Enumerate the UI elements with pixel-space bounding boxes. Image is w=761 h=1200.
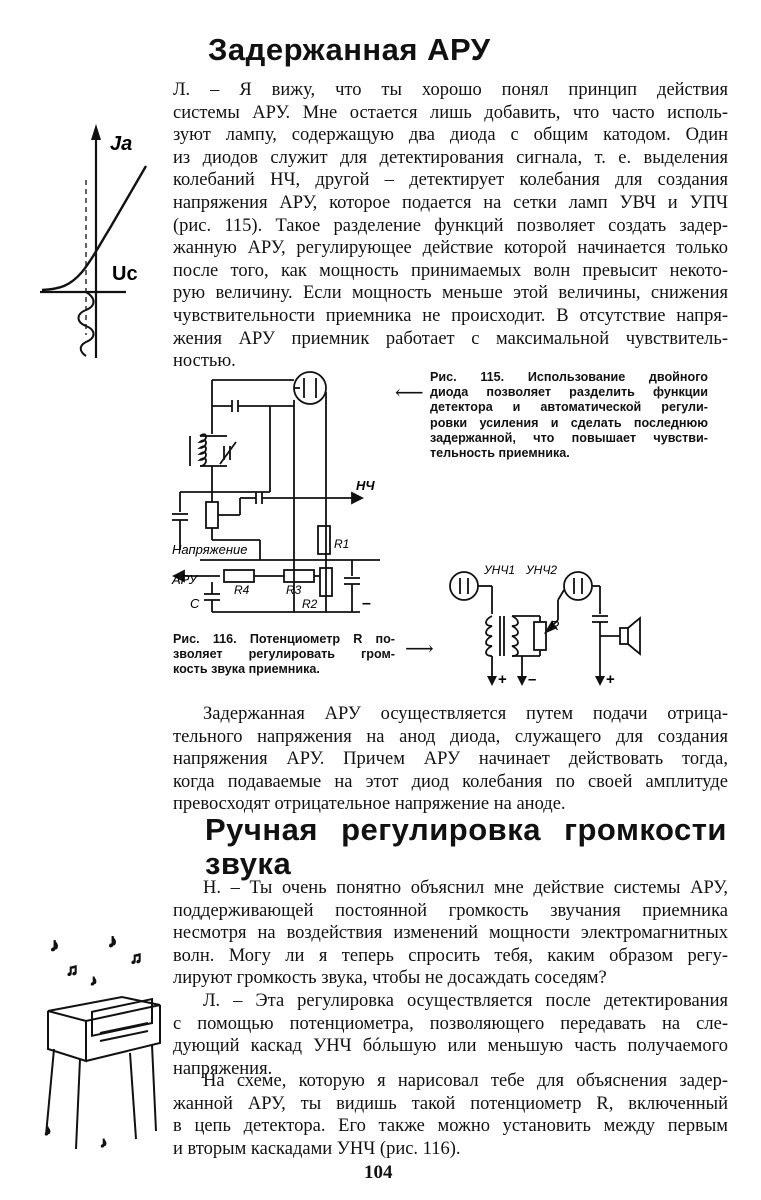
- caption-line: детектора и автоматической регули-: [430, 400, 708, 415]
- caption-line: Рис. 116. Потенциометр R по-: [173, 632, 395, 646]
- section-title-delayed-agc: Задержанная АРУ: [208, 32, 491, 67]
- text-line: ностью.: [173, 351, 236, 372]
- label-unch1: УНЧ1: [484, 563, 516, 577]
- text-line: после того, как мощность принимаемых волн превысит некото-: [173, 260, 728, 281]
- label-r: R: [550, 618, 560, 633]
- title-line: звука: [205, 846, 292, 881]
- caption-line: тельность приемника.: [430, 446, 570, 461]
- figure-115-caption: [430, 370, 708, 461]
- label-plus-2: +: [606, 671, 615, 688]
- right-arrow-icon: ⟶: [405, 638, 434, 660]
- paragraph-delayed-agc-method: [173, 703, 728, 816]
- text-line: из диодов служит для детектирования сигнала, т. е. выделения: [173, 147, 728, 168]
- music-note-icon: ♫: [130, 950, 142, 967]
- title-line: Ручная регулировка громкости: [205, 812, 727, 847]
- label-r4: R4: [234, 583, 250, 597]
- text-line: с помощью потенциометра, позволяющего передавать на сле-: [173, 1013, 728, 1034]
- text-line: Л. – Эта регулировка осуществляется после детектирования: [203, 991, 728, 1011]
- caption-line: задержанной, что повышает чувстви-: [430, 430, 708, 445]
- label-plus-1: +: [498, 671, 507, 688]
- label-c: C: [190, 596, 200, 611]
- music-note-icon: ♪: [90, 972, 97, 988]
- caption-line: диода позволяет разделить функции: [430, 385, 708, 400]
- text-line: волн. Могу ли я теперь спросить тебя, каким образом регу-: [173, 945, 728, 966]
- label-nch: НЧ: [356, 478, 375, 493]
- text-line: (рис. 115). Такое разделение функций позволяет создать задер-: [173, 215, 728, 236]
- paragraph-potentiometer: [173, 1070, 728, 1160]
- figure-116-circuit: [440, 560, 650, 695]
- text-line: Л. – Я вижу, что ты хорошо понял принцип действия: [173, 80, 728, 100]
- text-line: и вторым каскадами УНЧ (рис. 116).: [173, 1138, 461, 1159]
- label-voltage: Напряжение: [172, 542, 248, 557]
- text-line: Н. – Ты очень понятно объяснил мне действие системы АРУ,: [203, 878, 728, 898]
- paragraph-question: [173, 877, 728, 990]
- label-minus-1: –: [528, 671, 537, 688]
- text-line: напряжения АРУ. Причем АРУ начинает действовать тогда,: [173, 749, 728, 770]
- label-unch2: УНЧ2: [526, 563, 558, 577]
- music-note-icon: ♪: [44, 1122, 51, 1138]
- uc-axis-label: Uc: [112, 263, 138, 285]
- text-line: зуют лампу, содержащую два диода с общим катодом. Один: [173, 125, 728, 146]
- text-line: тельного напряжения на анод диода, служащего для создания: [173, 726, 728, 747]
- text-line: чувствительности приемника не происходит. В отсутствие напря-: [173, 305, 728, 326]
- text-line: системы АРУ. Мне остается лишь добавить, что часто исполь-: [173, 102, 728, 123]
- text-line: напряжения.: [173, 1058, 273, 1079]
- text-line: дующий каскад УНЧ бóльшую или меньшую часть получаемого: [173, 1036, 728, 1057]
- text-line: жанную АРУ, регулирующее действие которой начинается только: [173, 238, 728, 259]
- ia-axis-label: Ja: [110, 133, 133, 155]
- text-line: жанной АРУ, ты видишь такой потенциометр R, включенный: [173, 1093, 728, 1114]
- radio-illustration: [30, 925, 170, 1155]
- music-note-icon: ♫: [66, 962, 78, 979]
- paragraph-delayed-agc-intro: [173, 79, 728, 373]
- text-line: в цепь детектора. Его также можно установить между первым: [173, 1116, 728, 1137]
- label-r2: R2: [302, 597, 318, 611]
- paragraph-answer: [173, 990, 728, 1080]
- left-arrow-icon: ⟵: [395, 382, 424, 404]
- figure-115-circuit: [160, 362, 390, 617]
- text-line: Задержанная АРУ осуществляется путем подачи отрица-: [203, 704, 728, 724]
- figure-116-caption: [173, 632, 395, 678]
- caption-line: кость звука приемника.: [173, 662, 320, 677]
- text-line: несмотря на воздействия изменений мощности электромагнитных: [173, 923, 728, 944]
- music-note-icon: ♪: [108, 931, 117, 951]
- text-line: жения АРУ приемник работает с максимальной чувствитель-: [173, 328, 728, 349]
- text-line: превосходят отрицательное напряжение на аноде.: [173, 794, 566, 815]
- text-line: когда подаваемые на этот диод колебания по своей амплитуде: [173, 771, 728, 792]
- text-line: поддерживающей постоянной громкость звучания приемника: [173, 900, 728, 921]
- text-line: лируют громкость звука, чтобы не досаждать соседям?: [173, 968, 607, 989]
- label-r1: R1: [334, 537, 350, 551]
- caption-line: ровки усиления и сделать последнюю: [430, 415, 708, 430]
- section-title-manual-volume: [205, 813, 727, 881]
- text-line: колебаний НЧ, другой – детектирует колебания для создания: [173, 170, 728, 191]
- music-note-icon: ♪: [100, 1134, 107, 1150]
- label-r3: R3: [286, 583, 302, 597]
- text-line: рую величину. Если мощность меньше этой величины, снижения: [173, 283, 728, 304]
- caption-line: Рис. 115. Использование двойного: [430, 370, 708, 384]
- label-aru: АРУ: [172, 572, 198, 587]
- text-line: На схеме, которую я нарисовал тебе для объяснения задер-: [203, 1071, 728, 1091]
- music-note-icon: ♪: [50, 935, 59, 955]
- caption-line: зволяет регулировать гром-: [173, 647, 395, 662]
- label-minus: –: [362, 595, 371, 612]
- page-number: 104: [364, 1162, 393, 1183]
- text-line: напряжения АРУ, которое подается на сетки ламп УВЧ и УПЧ: [173, 192, 728, 213]
- tube-characteristic-graph: [30, 120, 160, 360]
